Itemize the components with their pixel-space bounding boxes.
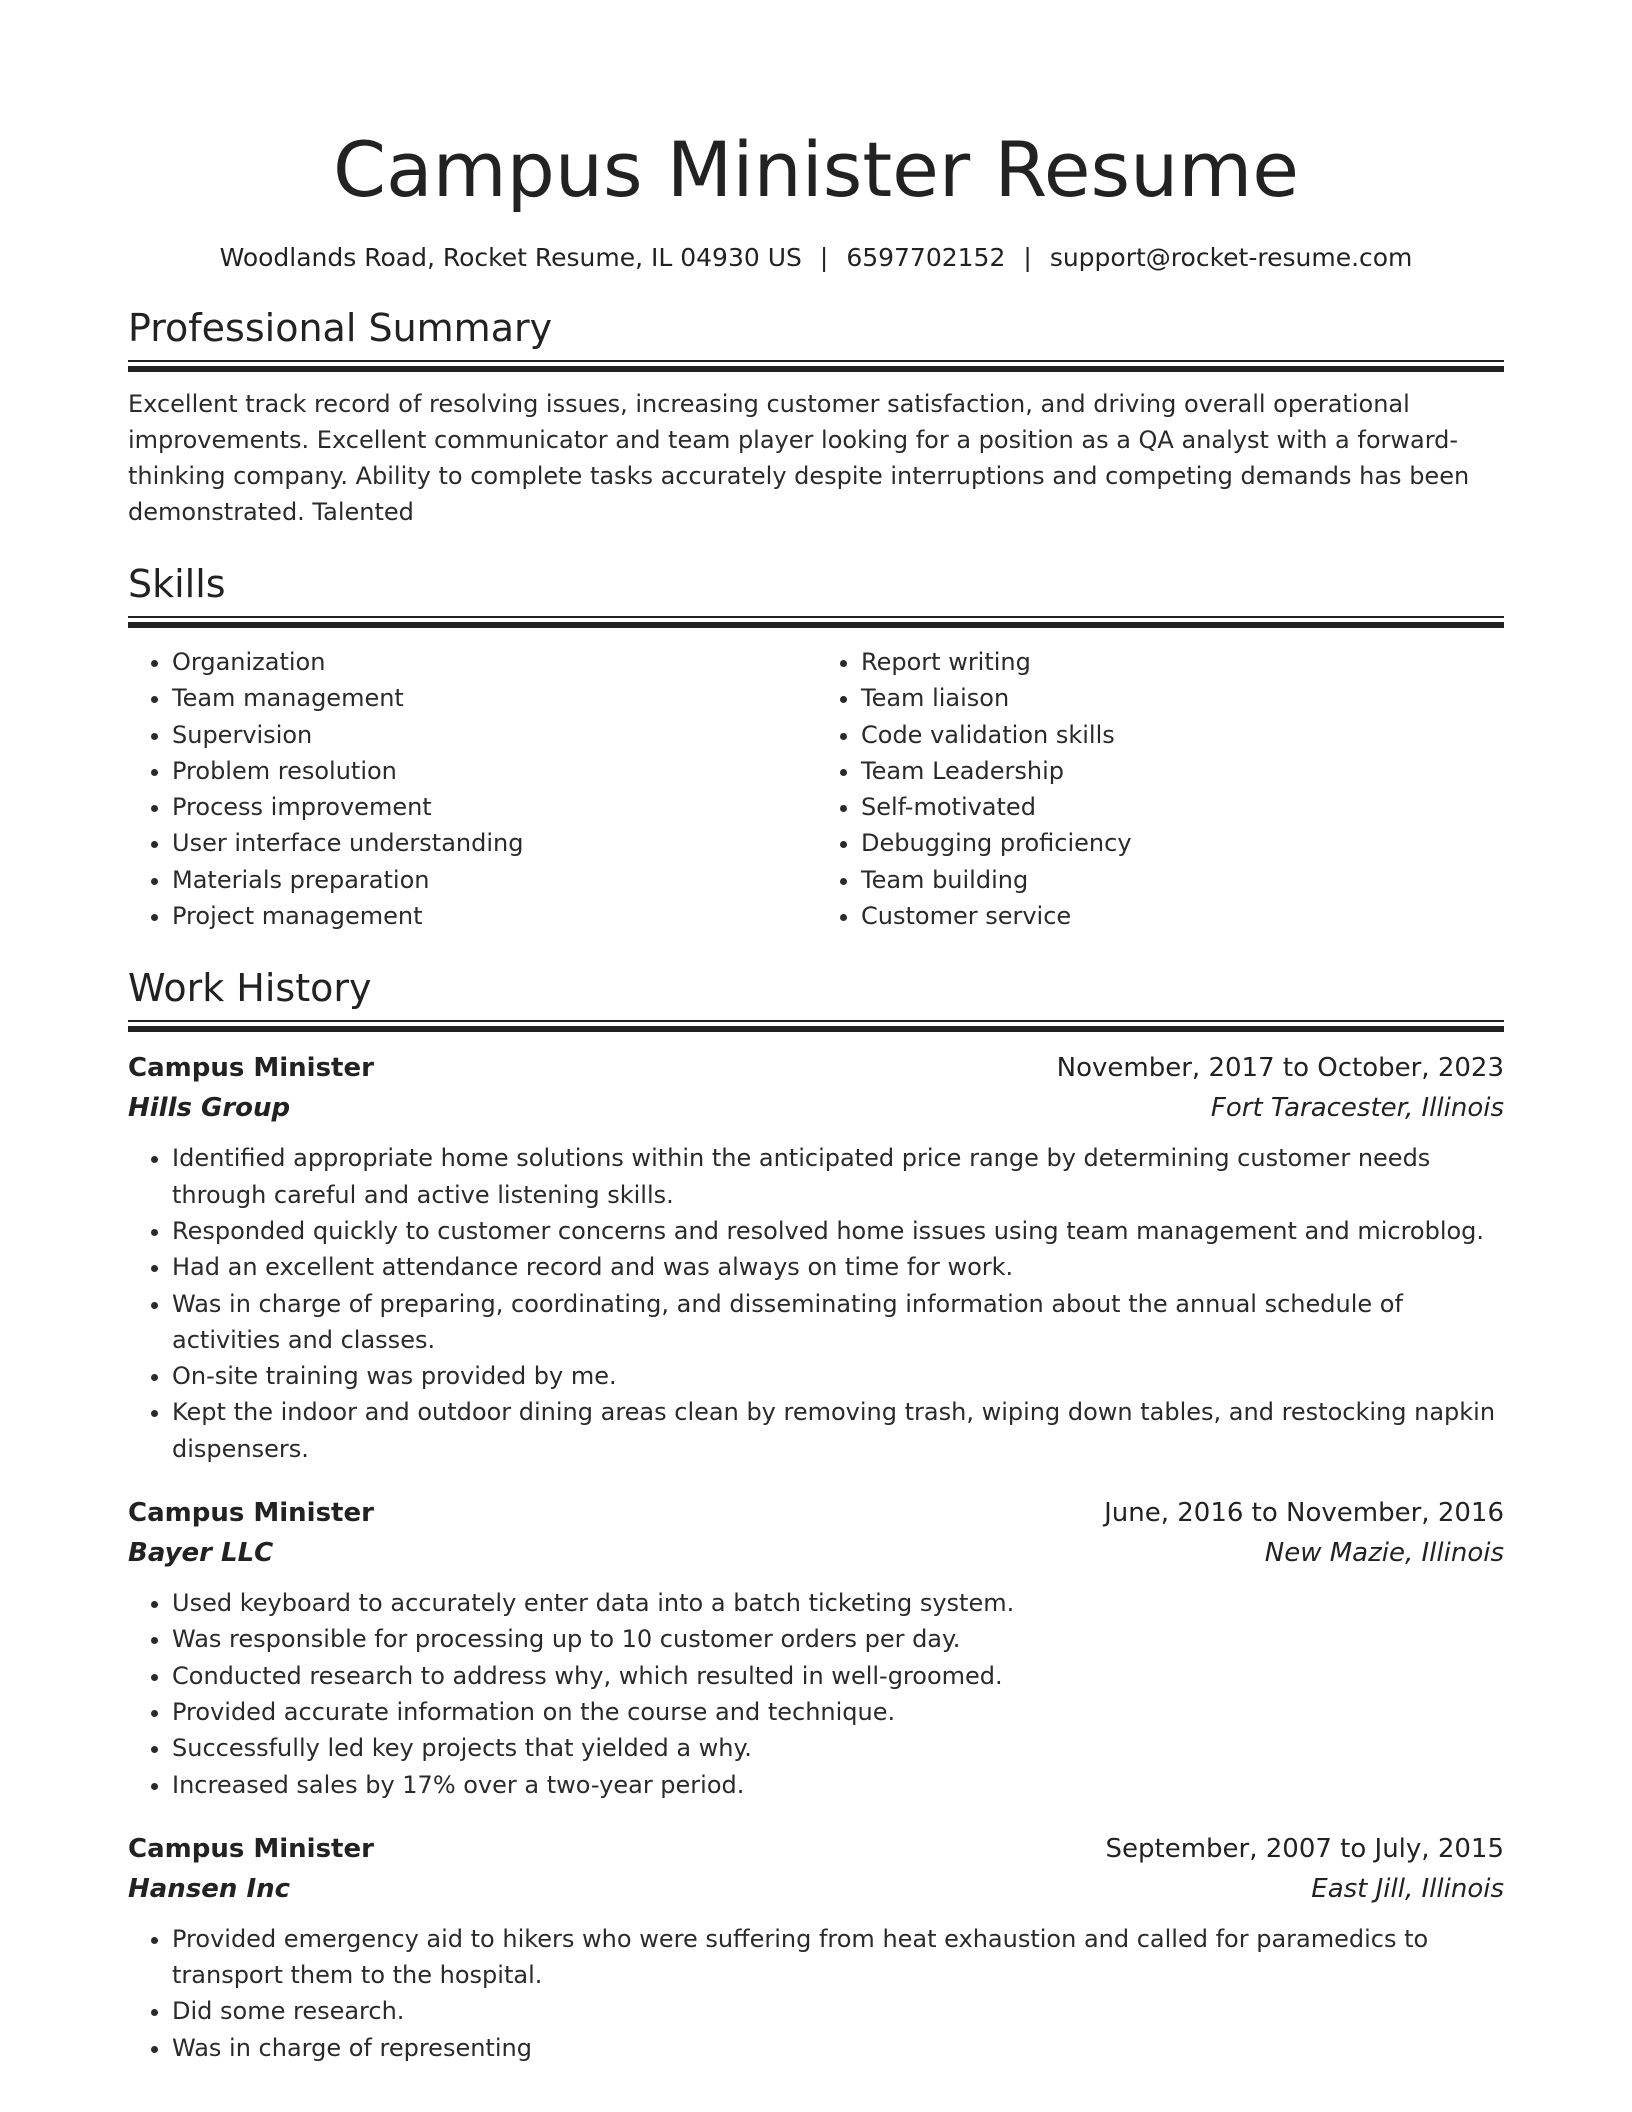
contact-email: support@rocket-resume.com: [1049, 243, 1413, 272]
job-location: New Mazie, Illinois: [1264, 1538, 1504, 1569]
skill-item: • Team Leadership: [861, 753, 1504, 789]
contact-separator: |: [1023, 243, 1032, 272]
job-bullets: [128, 1140, 1504, 1467]
skill-item: • Organization: [172, 644, 815, 680]
list-item: • Identified appropriate home solutions within the anticipated price range by determining customer needs through careful and active listening skills.: [172, 1140, 1504, 1213]
skill-item: • Team management: [172, 680, 815, 716]
job-dates: September, 2007 to July, 2015: [1105, 1833, 1504, 1864]
skill-item: • Supervision: [172, 717, 815, 753]
list-item: • Provided emergency aid to hikers who were suffering from heat exhaustion and called for paramedics to transport them to the hospital.: [172, 1921, 1504, 1994]
job-bullets: [128, 1585, 1504, 1803]
resume-title: Campus Minister Resume: [332, 125, 1300, 214]
skills-list-right: [815, 644, 1504, 934]
job-header-row: [128, 1493, 1504, 1533]
skill-item: • Customer service: [861, 898, 1504, 934]
section-divider: [128, 616, 1504, 628]
work-history-section: [128, 964, 1504, 2066]
job-header-row: [128, 1829, 1504, 1869]
job-dates: June, 2016 to November, 2016: [1104, 1498, 1504, 1529]
section-title-summary: Professional Summary: [128, 306, 553, 350]
skill-item: • Self-motivated: [861, 789, 1504, 825]
job-title: Campus Minister: [128, 1498, 374, 1529]
job-company: Hills Group: [128, 1093, 291, 1124]
skill-item: • Materials preparation: [172, 862, 815, 898]
list-item: • Increased sales by 17% over a two-year period.: [172, 1767, 1504, 1803]
list-item: • Had an excellent attendance record and was always on time for work.: [172, 1249, 1504, 1285]
list-item: • Successfully led key projects that yielded a why.: [172, 1730, 1504, 1766]
job-entry: [128, 1829, 1504, 2066]
skill-item: • Process improvement: [172, 789, 815, 825]
contact-phone: 6597702152: [846, 243, 1006, 272]
summary-text: Excellent track record of resolving issues, increasing customer satisfaction, and driving overall operational improvements. Excellent communicator and team player looking for a position as a QA analyst with a forward-thinking company. Ability to complete tasks accurately despite interruptions and competing demands has been demonstrated. Talented: [128, 390, 1470, 526]
skill-item: • Team liaison: [861, 680, 1504, 716]
skill-item: • Code validation skills: [861, 717, 1504, 753]
job-title: Campus Minister: [128, 1833, 374, 1864]
list-item: • Responded quickly to customer concerns and resolved home issues using team management and microblog.: [172, 1213, 1504, 1249]
resume-page: [128, 0, 1504, 2066]
contact-address: Woodlands Road, Rocket Resume, IL 04930 US: [219, 243, 802, 272]
list-item: • Did some research.: [172, 1993, 1504, 2029]
job-entry: [128, 1048, 1504, 1467]
skills-columns: [128, 644, 1504, 934]
skill-item: • Report writing: [861, 644, 1504, 680]
list-item: • Conducted research to address why, which resulted in well-groomed.: [172, 1658, 1504, 1694]
job-header-row: [128, 1048, 1504, 1088]
skill-item: • Debugging proficiency: [861, 825, 1504, 861]
skills-section: [128, 560, 1504, 934]
list-item: • Was in charge of representing: [172, 2030, 1504, 2066]
job-location: East Jill, Illinois: [1311, 1873, 1504, 1904]
skills-list-left: [128, 644, 815, 934]
job-company: Hansen Inc: [128, 1873, 291, 1904]
list-item: • Used keyboard to accurately enter data into a batch ticketing system.: [172, 1585, 1504, 1621]
job-subheader-row: [128, 1088, 1504, 1128]
skill-item: • User interface understanding: [172, 825, 815, 861]
section-divider: [128, 1020, 1504, 1032]
job-subheader-row: [128, 1533, 1504, 1573]
job-bullets: [128, 1921, 1504, 2066]
section-title-work-history: Work History: [128, 966, 372, 1011]
contact-separator: |: [819, 243, 829, 272]
list-item: • Was in charge of preparing, coordinating, and disseminating information about the annual schedule of activities and classes.: [172, 1286, 1504, 1359]
contact-line: [128, 242, 1504, 274]
list-item: • Provided accurate information on the course and technique.: [172, 1694, 1504, 1730]
list-item: • On-site training was provided by me.: [172, 1358, 1504, 1394]
job-dates: November, 2017 to October, 2023: [1056, 1053, 1504, 1084]
skill-item: • Problem resolution: [172, 753, 815, 789]
skill-item: • Team building: [861, 862, 1504, 898]
job-location: Fort Taracester, Illinois: [1210, 1093, 1504, 1124]
section-title-skills: Skills: [128, 562, 226, 606]
job-title: Campus Minister: [128, 1053, 374, 1084]
summary-section: [128, 304, 1504, 530]
list-item: • Kept the indoor and outdoor dining areas clean by removing trash, wiping down tables, and restocking napkin dispensers.: [172, 1394, 1504, 1467]
job-entry: [128, 1493, 1504, 1803]
list-item: • Was responsible for processing up to 10 customer orders per day.: [172, 1621, 1504, 1657]
section-divider: [128, 360, 1504, 372]
job-subheader-row: [128, 1869, 1504, 1909]
job-company: Bayer LLC: [128, 1538, 274, 1569]
skill-item: • Project management: [172, 898, 815, 934]
